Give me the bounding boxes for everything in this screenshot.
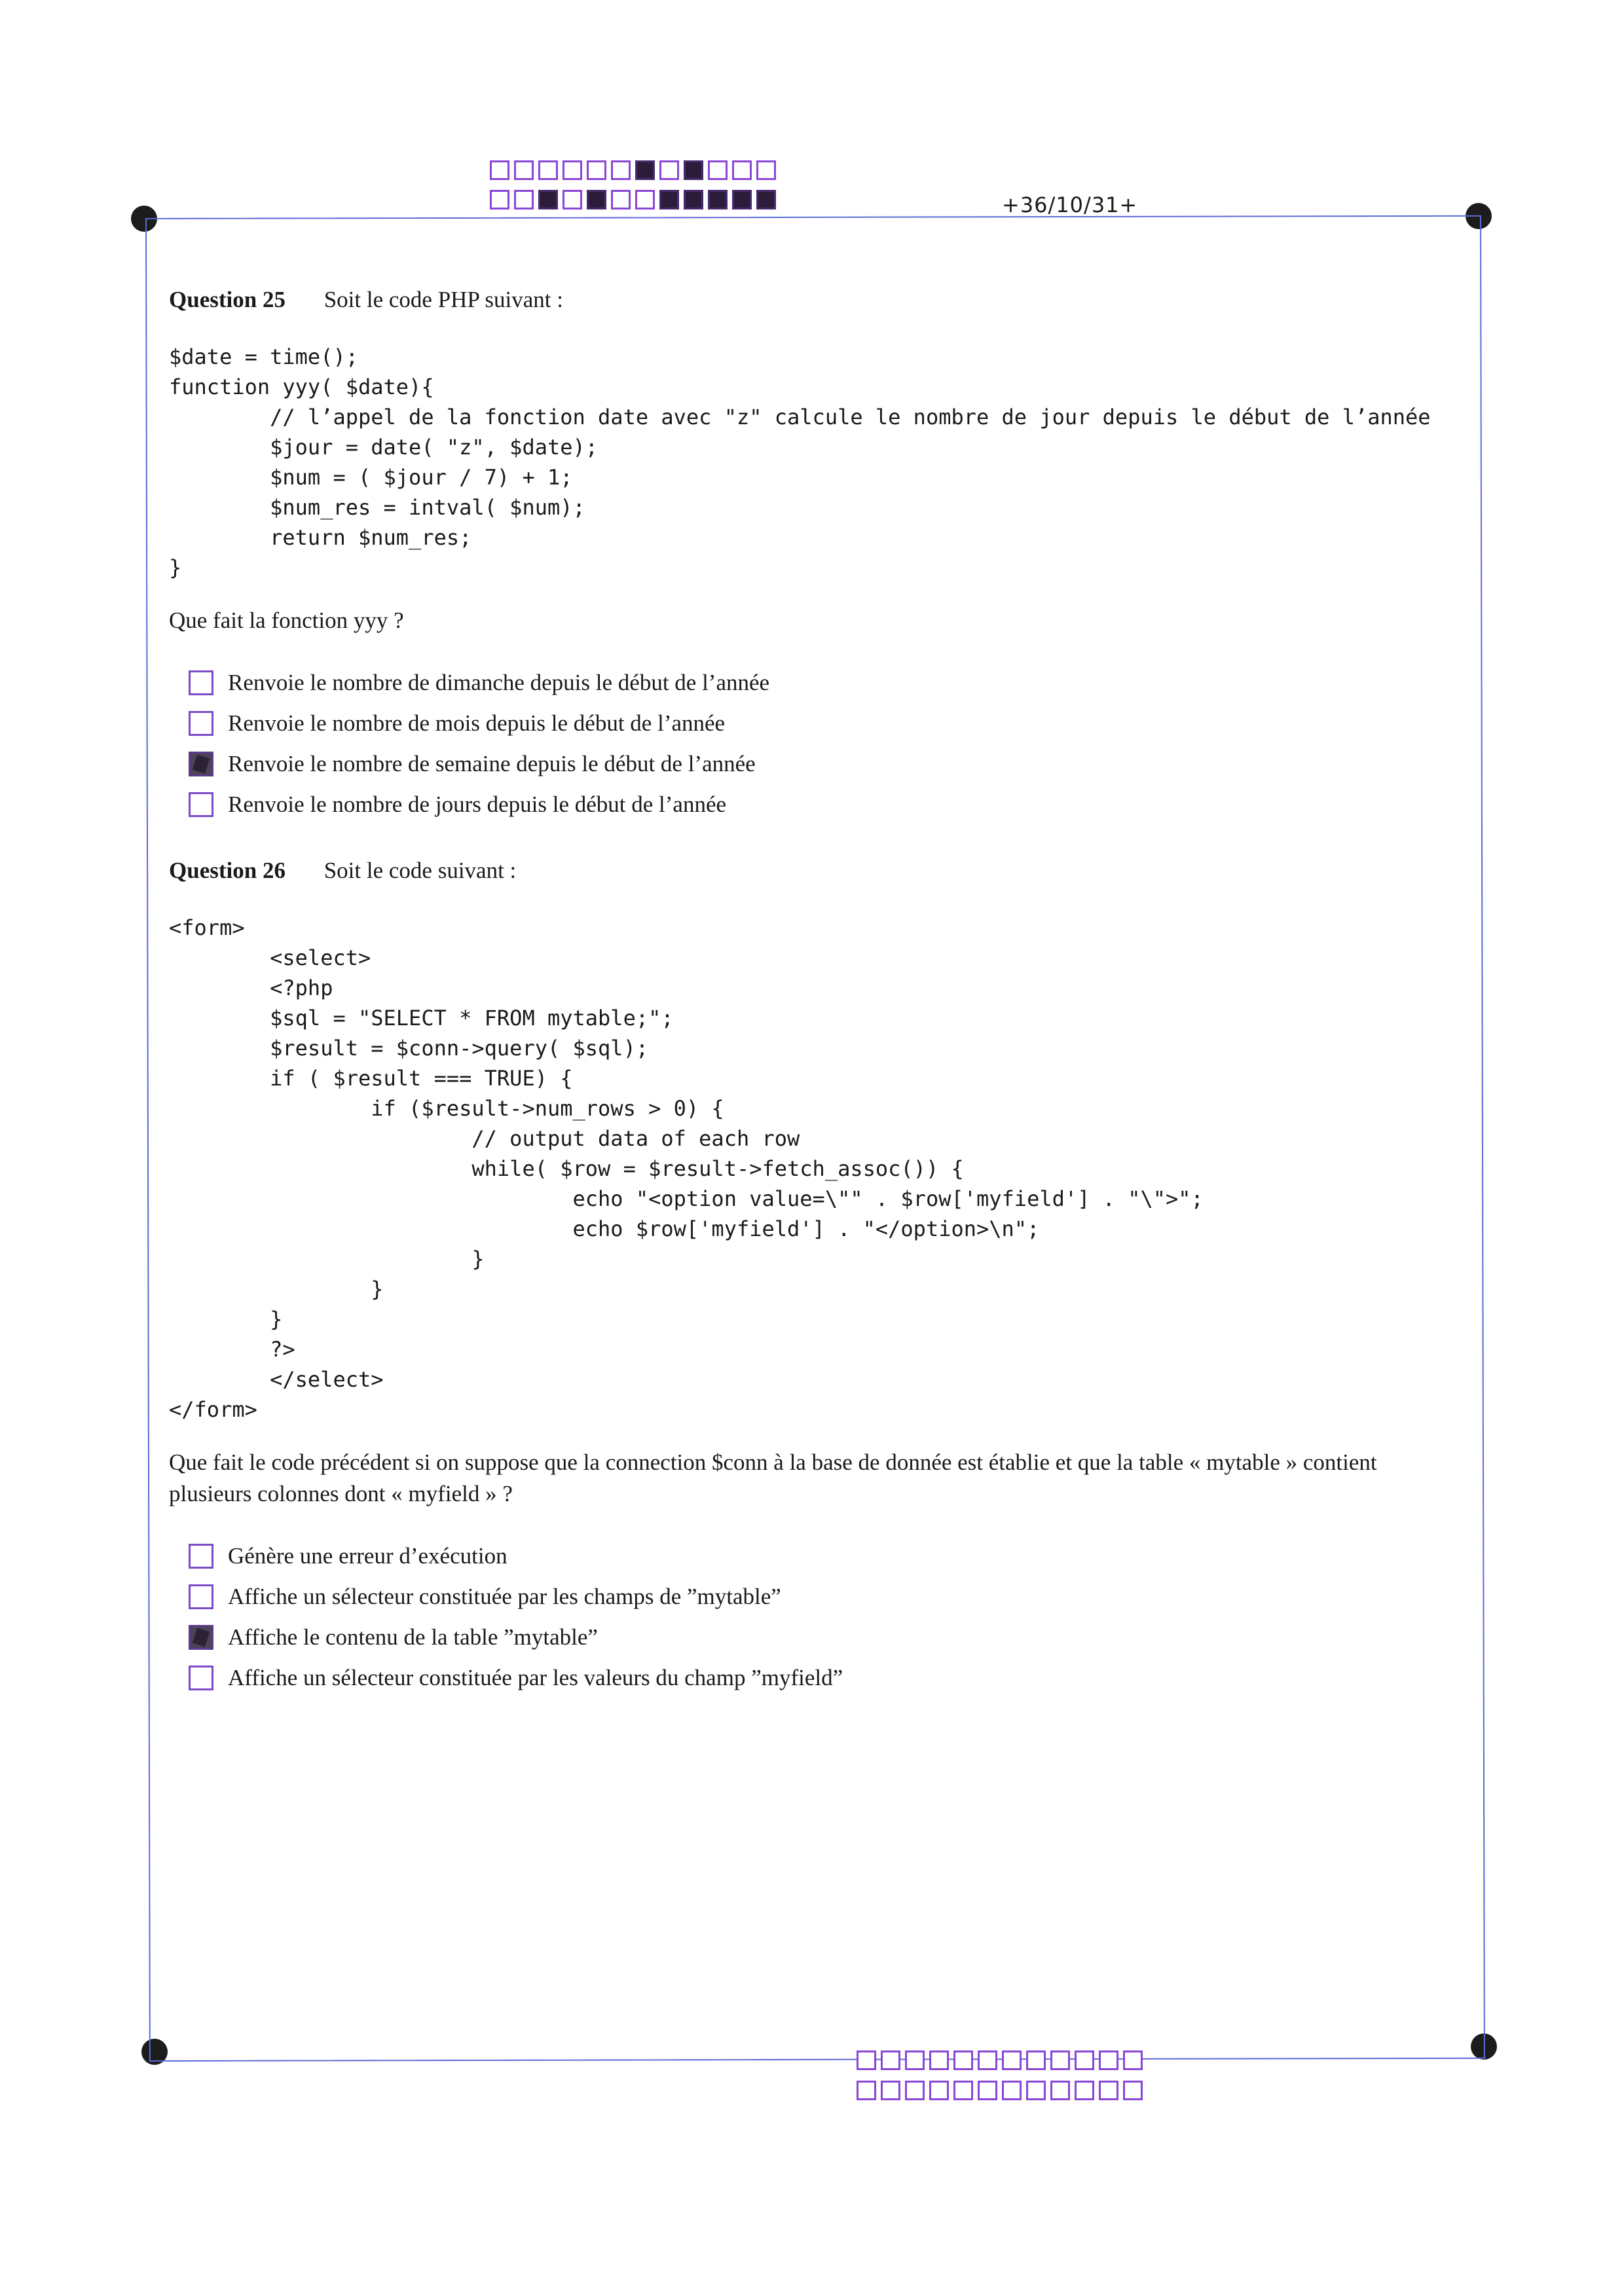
code-bar-cell bbox=[1123, 2081, 1143, 2100]
code-bar-cell bbox=[611, 160, 631, 180]
code-bar-cell bbox=[587, 190, 606, 210]
code-bar-cell bbox=[587, 160, 606, 180]
question-25 bbox=[169, 287, 1492, 825]
code-bar-cell bbox=[563, 160, 582, 180]
code-bar-cell bbox=[1002, 2081, 1022, 2100]
answer-choice[interactable] bbox=[189, 1576, 1492, 1617]
code-bar-cell bbox=[1075, 2081, 1094, 2100]
answer-text: Renvoie le nombre de mois depuis le début de l’année bbox=[228, 710, 726, 736]
code-block: $date = time(); function yyy( $date){ // l’appel de la fonction date avec "z" calcule le nombre de jour depuis le début de l’année $jour = date( "z", $date); $num = ( $jour / 7) + 1; $num_res = intval( $num); return $num_res; } bbox=[169, 344, 1431, 580]
checkbox[interactable] bbox=[189, 711, 213, 736]
answer-choices bbox=[189, 663, 1492, 825]
answer-choices bbox=[189, 1536, 1492, 1698]
code-bar-cell bbox=[514, 160, 534, 180]
question-intro: Soit le code PHP suivant : bbox=[323, 287, 563, 312]
top-code-bar-row1 bbox=[490, 160, 776, 180]
code-bar-cell bbox=[1026, 2050, 1046, 2070]
code-bar-cell bbox=[490, 190, 509, 210]
checkbox[interactable] bbox=[189, 752, 213, 776]
code-bar-cell bbox=[538, 190, 558, 210]
code-bar-cell bbox=[953, 2050, 973, 2070]
question-26 bbox=[169, 858, 1492, 1698]
code-bar-cell bbox=[905, 2081, 925, 2100]
code-bar-cell bbox=[881, 2050, 900, 2070]
code-bar-cell bbox=[857, 2081, 876, 2100]
exam-content bbox=[169, 287, 1492, 1731]
code-bar-cell bbox=[978, 2050, 997, 2070]
question-prompt: Que fait le code précédent si on suppose que la connection $conn à la base de donnée est établie et que la table « mytable » contient plusieurs colonnes dont « myfield » ? bbox=[169, 1449, 1377, 1506]
checkbox[interactable] bbox=[189, 1584, 213, 1609]
code-bar-cell bbox=[929, 2050, 949, 2070]
answer-choice[interactable] bbox=[189, 703, 1492, 744]
code-bar-cell bbox=[857, 2050, 876, 2070]
question-intro: Soit le code suivant : bbox=[323, 858, 517, 883]
code-bar-cell bbox=[978, 2081, 997, 2100]
code-bar-cell bbox=[732, 160, 752, 180]
code-bar-cell bbox=[684, 160, 703, 180]
checkbox[interactable] bbox=[189, 670, 213, 695]
code-bar-cell bbox=[881, 2081, 900, 2100]
code-bar-cell bbox=[659, 190, 679, 210]
code-bar-cell bbox=[490, 160, 509, 180]
answer-text: Renvoie le nombre de jours depuis le début de l’année bbox=[228, 792, 727, 817]
answer-choice[interactable] bbox=[189, 1536, 1492, 1576]
code-bar-cell bbox=[756, 160, 776, 180]
question-label: Question 26 bbox=[169, 858, 286, 883]
code-bar-cell bbox=[1050, 2081, 1070, 2100]
question-label: Question 25 bbox=[169, 287, 286, 312]
question-prompt: Que fait la fonction yyy ? bbox=[169, 608, 404, 633]
code-bar-cell bbox=[1026, 2081, 1046, 2100]
answer-choice[interactable] bbox=[189, 784, 1492, 825]
code-bar-cell bbox=[659, 160, 679, 180]
answer-choice[interactable] bbox=[189, 1658, 1492, 1698]
top-code-bar-row2 bbox=[490, 190, 776, 210]
checkbox[interactable] bbox=[189, 792, 213, 817]
code-bar-cell bbox=[635, 190, 655, 210]
bottom-code-bar-row1 bbox=[857, 2050, 1143, 2070]
code-bar-cell bbox=[732, 190, 752, 210]
code-bar-cell bbox=[684, 190, 703, 210]
question-header bbox=[169, 858, 1492, 884]
answer-text: Renvoie le nombre de dimanche depuis le début de l’année bbox=[228, 670, 770, 695]
answer-text: Génère une erreur d’exécution bbox=[228, 1543, 507, 1569]
code-bar-cell bbox=[1099, 2050, 1118, 2070]
answer-choice[interactable] bbox=[189, 663, 1492, 703]
code-bar-cell bbox=[611, 190, 631, 210]
code-block: <form> <select> <?php $sql = "SELECT * FROM mytable;"; $result = $conn->query( $sql); if ( $result === TRUE) { if ($result->num_rows > 0) { // output data of each row while( $row = $result->fetch_assoc()) { echo "<option value=\"" . $row['myfield'] . "\">"; echo $row['myfield'] . "</option>\n"; } } } ?> </select> </form> bbox=[169, 915, 1204, 1422]
code-bar-cell bbox=[756, 190, 776, 210]
answer-text: Affiche un sélecteur constituée par les valeurs du champ ”myfield” bbox=[228, 1665, 843, 1690]
code-bar-cell bbox=[514, 190, 534, 210]
question-header bbox=[169, 287, 1492, 313]
code-bar-cell bbox=[708, 160, 728, 180]
answer-choice[interactable] bbox=[189, 744, 1492, 784]
code-bar-cell bbox=[708, 190, 728, 210]
code-bar-cell bbox=[1075, 2050, 1094, 2070]
code-bar-cell bbox=[1002, 2050, 1022, 2070]
checkbox[interactable] bbox=[189, 1666, 213, 1690]
answer-text: Renvoie le nombre de semaine depuis le début de l’année bbox=[228, 751, 756, 776]
code-bar-cell bbox=[953, 2081, 973, 2100]
code-bar-cell bbox=[563, 190, 582, 210]
code-bar-cell bbox=[1050, 2050, 1070, 2070]
code-bar-cell bbox=[1099, 2081, 1118, 2100]
answer-choice[interactable] bbox=[189, 1617, 1492, 1658]
answer-text: Affiche un sélecteur constituée par les champs de ”mytable” bbox=[228, 1584, 781, 1609]
code-bar-cell bbox=[1123, 2050, 1143, 2070]
code-bar-cell bbox=[905, 2050, 925, 2070]
answer-text: Affiche le contenu de la table ”mytable” bbox=[228, 1624, 598, 1650]
checkbox[interactable] bbox=[189, 1625, 213, 1650]
code-bar-cell bbox=[538, 160, 558, 180]
bottom-code-bar-row2 bbox=[857, 2081, 1143, 2100]
code-bar-cell bbox=[929, 2081, 949, 2100]
page-id: +36/10/31+ bbox=[1002, 192, 1138, 217]
code-bar-cell bbox=[635, 160, 655, 180]
checkbox[interactable] bbox=[189, 1544, 213, 1569]
